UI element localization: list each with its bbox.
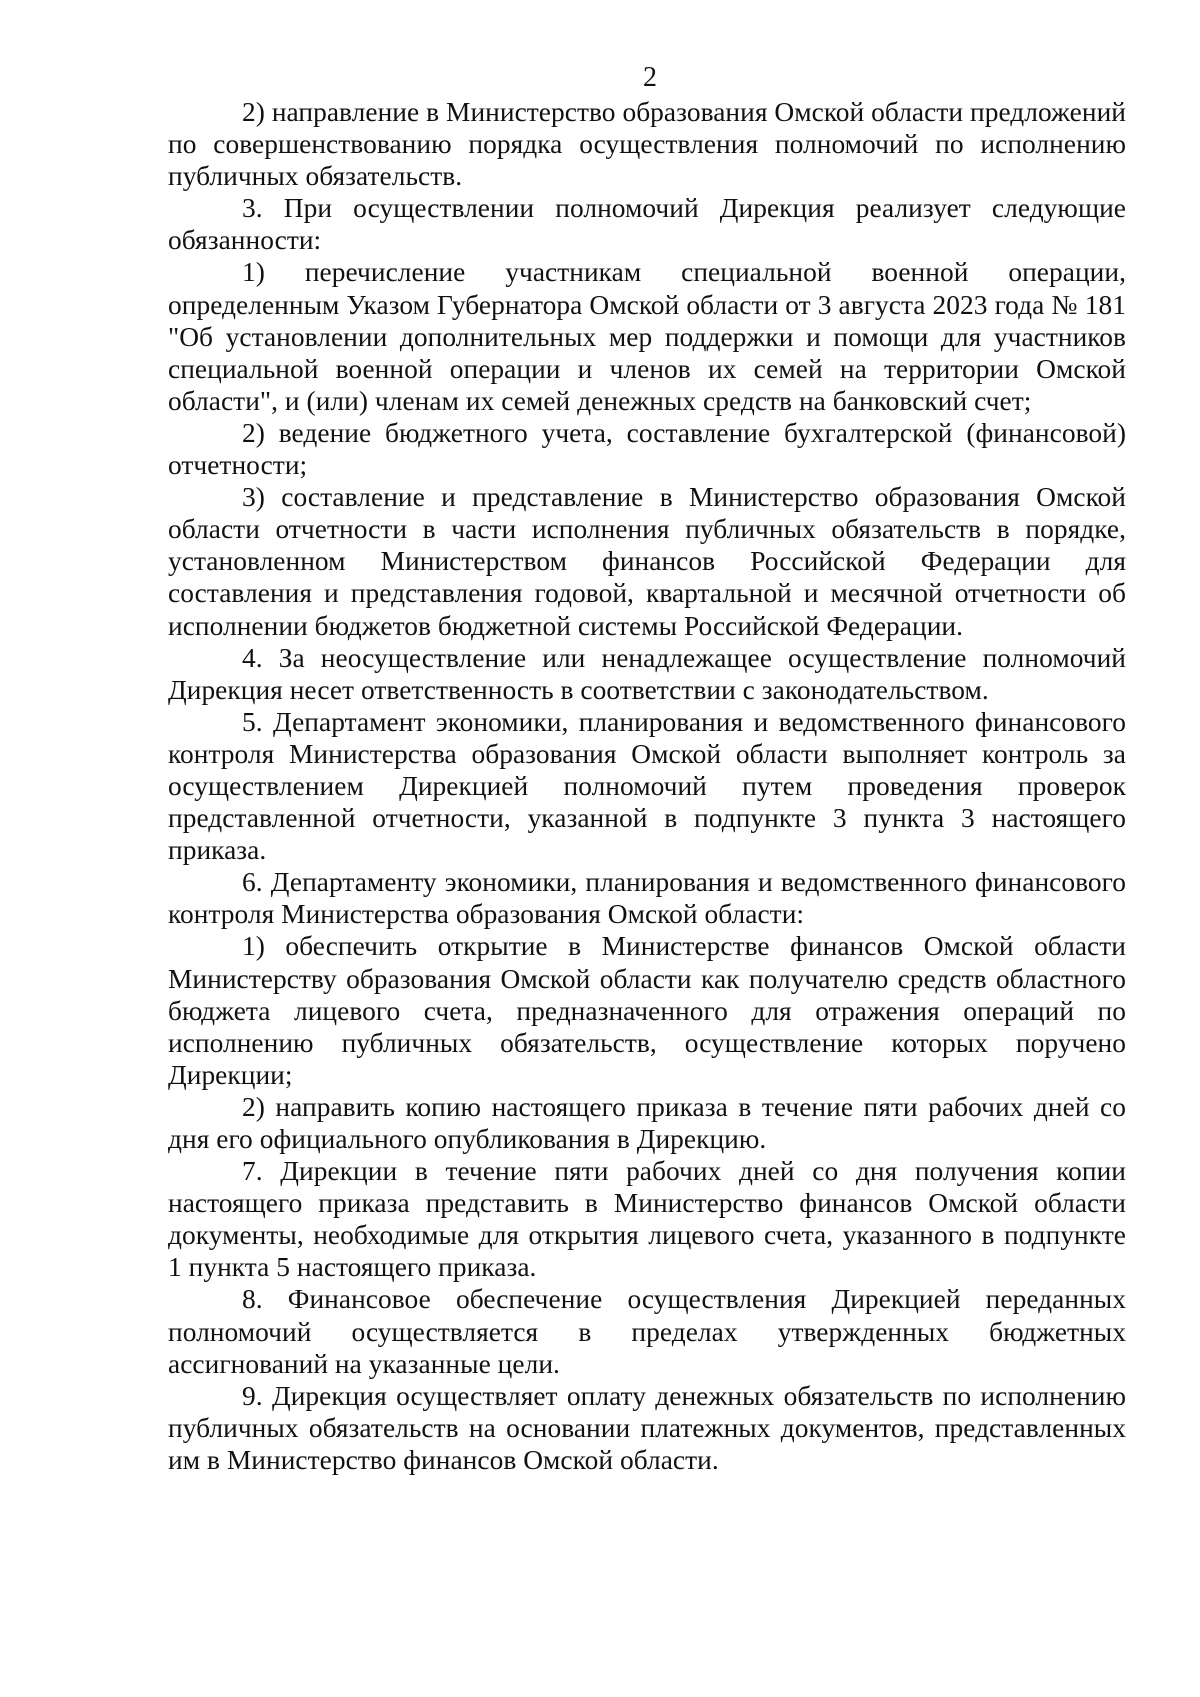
document-page — [168, 62, 1126, 1662]
paragraph-4-responsibility: 4. За неосуществление или ненадлежащее осуществление полномочий Дирекция несет ответственность в соответствии с законодательством. — [168, 642, 1126, 705]
paragraph-3-1-transfer: 1) перечисление участникам специальной военной операции, определенным Указом Губернатора Омской области от 3 августа 2023 года № 181 "Об установлении дополнительных мер поддержки и помощи для участников специальной военной операции и членов их семей на территории Омской области", и (или) членам их семей денежных средств на банковский счет; — [168, 257, 1126, 416]
paragraph-3-2-accounting: 2) ведение бюджетного учета, составление бухгалтерской (финансовой) отчетности; — [168, 417, 1126, 481]
page-number: 2 — [643, 62, 657, 93]
paragraph-6-2-copy: 2) направить копию настоящего приказа в течение пяти рабочих дней со дня его официального опубликования в Дирекцию. — [168, 1091, 1126, 1154]
paragraph-5-control: 5. Департамент экономики, планирования и ведомственного финансового контроля Министерства образования Омской области выполняет контроль за осуществлением Дирекцией полномочий путем проведения проверок представленной отчетности, указанной в подпункте 3 пункта 3 настоящего приказа. — [168, 706, 1126, 866]
paragraph-2-proposals: 2) направление в Министерство образования Омской области предложений по совершенствованию порядка осуществления полномочий по исполнению публичных обязательств. — [168, 97, 1126, 192]
paragraph-3-duties-intro: 3. При осуществлении полномочий Дирекция реализует следующие обязанности: — [168, 193, 1126, 256]
paragraph-9-payment: 9. Дирекция осуществляет оплату денежных обязательств по исполнению публичных обязательств на основании платежных документов, представленных им в Министерство финансов Омской области. — [168, 1380, 1126, 1475]
paragraph-7-documents: 7. Дирекции в течение пяти рабочих дней со дня получения копии настоящего приказа представить в Министерство финансов Омской области документы, необходимые для открытия лицевого счета, указанного в подпункте 1 пункта 5 настоящего приказа. — [168, 1156, 1126, 1283]
paragraph-3-3-reporting: 3) составление и представление в Министерство образования Омской области отчетности в части исполнения публичных обязательств в порядке, установленном Министерством финансов Российской Федерации для составления и представления годовой, квартальной и месячной отчетности об исполнении бюджетов бюджетной системы Российской Федерации. — [168, 482, 1126, 641]
paragraph-8-funding: 8. Финансовое обеспечение осуществления Дирекцией переданных полномочий осуществляется в пределах утвержденных бюджетных ассигнований на указанные цели. — [168, 1284, 1126, 1379]
paragraph-6-department: 6. Департаменту экономики, планирования и ведомственного финансового контроля Министерства образования Омской области: — [168, 867, 1126, 930]
paragraph-6-1-account: 1) обеспечить открытие в Министерстве финансов Омской области Министерству образования Омской области как получателю средств областного бюджета лицевого счета, предназначенного для отражения операций по исполнению публичных обязательств, осуществление которых поручено Дирекции; — [168, 931, 1126, 1090]
